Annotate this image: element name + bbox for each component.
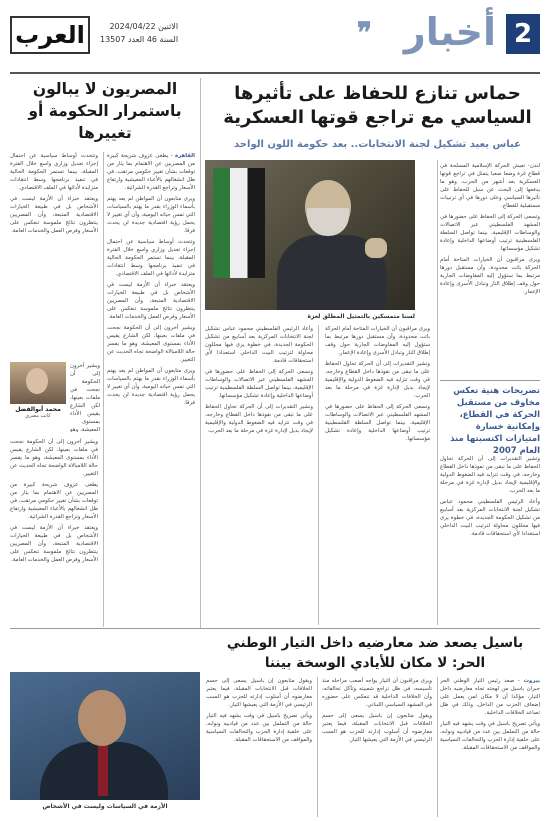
left-story-column [10,152,98,357]
left-story-column [10,438,98,628]
bottom-photo-caption: الأزمة في السياسات وليست في الأشخاص [42,803,168,810]
main-story-paragraph: وتسعى الحركة إلى الحفاظ على حضورها في المشهد الفلسطيني عبر الاتصالات والوساطات الإقليمية، بينما تواصل السلطة الفلسطينية ترتيب أوضاعها الداخلية وإعادة تشكيل مؤسساتها. [205,369,313,399]
main-story-lead-column [440,162,540,380]
author-name: محمد أبوالفضل [15,406,61,413]
bottom-story-paragraph: ويقول متابعون إن باسيل يسعى إلى حسم الخلافات قبل الانتخابات المقبلة، فيما يعتبر معارضوه أن أسلوب إدارته للحزب هو السبب الرئيسي في الأزمة التي يعيشها التيار. [322,713,432,743]
left-story-column [70,362,100,432]
left-story-kicker: القاهرة [174,153,195,159]
left-story-paragraph: وتتحدث أوساط سياسية عن احتمال إجراء تعديل وزاري واسع خلال الفترة المقبلة، بينما تستمر الحكومة الحالية في تنفيذ برنامجها وسط انتقادات متزايدة لأدائها في الملف الاقتصادي. [107,239,195,277]
author-box [10,362,66,432]
left-story-paragraph: ويعتقد خبراء أن الأزمة ليست في الأشخاص بل في طبيعة الخيارات الاقتصادية المتبعة، وأن المصريين ينتظرون نتائج ملموسة تنعكس على الأسعار وفرص العمل والخدمات العامة. [107,282,195,320]
author-role: كاتب مصري [25,413,51,419]
section-title: أخبار [403,10,496,54]
left-story-paragraph: ويعتقد خبراء أن الأزمة ليست في الأشخاص بل في طبيعة الخيارات الاقتصادية المتبعة، وأن المصريين ينتظرون نتائج ملموسة تنعكس على الأسعار وفرص العمل والخدمات العامة. [10,196,98,234]
main-story-column [440,455,540,625]
main-story-paragraph: وتشير التقديرات إلى أن الحركة تحاول الحفاظ على ما تبقى من نفوذها داخل القطاع وخارجه، في وقت تتزايد فيه الضغوط الدولية والإقليمية لإيجاد بديل لإدارة غزة في مرحلة ما بعد الحرب. [325,361,430,399]
bottom-story-paragraph: ويرى مراقبون أن التيار يواجه أصعب مراحله منذ تأسيسه، في ظل تراجع شعبيته وتآكل تحالفاته، وأن الخلافات الداخلية قد تنعكس على حضوره في المشهد السياسي اللبناني. [322,678,432,708]
speaker-figure [277,180,387,310]
left-story-paragraph: القاهرة - يطغى عزوف شريحة كبيرة من المصريين عن الاهتمام بما يثار من توقعات بشأن تغيير حكومي مرتقب، في ظل انشغالهم بالأعباء المعيشية وارتفاع الأسعار وتراجع القدرة الشرائية. [107,153,195,191]
main-story-paragraph: وتسعى الحركة إلى الحفاظ على حضورها في المشهد الفلسطيني عبر الاتصالات والوساطات الإقليمية، بينما تواصل السلطة الفلسطينية ترتيب أوضاعها الداخلية وإعادة تشكيل مؤسساتها. [440,214,540,252]
left-story-column [107,152,195,627]
column-rule [317,677,318,817]
main-story-paragraph: وأعاد الرئيس الفلسطيني محمود عباس تشكيل لجنة الانتخابات المركزية بعد أسابيع من تشكيل الحكومة الجديدة، في خطوة يرى فيها محللون محاولة لترتيب البيت الداخلي استعدادا لأي استحقاقات قادمة. [440,499,540,537]
left-story-paragraph: ويشير آخرون إلى أن الحكومة نجحت في ملفات بعينها، لكن الشارع يقيس الأداء بمستوى المعيشة، وهو [70,363,100,432]
main-story-photo [205,160,415,310]
left-story-paragraph: يطغى عزوف شريحة كبيرة من المصريين عن الاهتمام بما يثار من توقعات بشأن تغيير حكومي مرتقب، في ظل انشغالهم بالأعباء المعيشية وارتفاع الأسعار وتراجع القدرة الشرائية. [10,482,98,520]
main-story-column [325,325,430,625]
author-avatar [10,362,66,404]
column-rule [437,160,438,625]
column-rule [437,677,438,817]
bottom-story-paragraph: ويأتي تصريح باسيل في وقت يشهد فيه التيار حالة من التململ بين عدد من قيادييه ونوابه، على خلفية إدارة الحزب والتحالفات السياسية والمواقف من الاستحقاقات المقبلة. [206,713,312,743]
main-story-paragraph: ويرى مراقبون أن الخيارات المتاحة أمام الحركة باتت محدودة، وأن مستقبل دورها مرتبط بما ستؤول إليه المفاوضات الجارية حول وقف إطلاق النار وتبادل الأسرى وإعادة الإعمار. [325,326,430,356]
main-headline: حماس تنازع للحفاظ على تأثيرها السياسي مع تراجع قوتها العسكرية [223,83,532,128]
main-photo-caption: لسنا متمسكين بالتمثيل المطلق لغزة [307,313,415,320]
main-story-paragraph: وتشير التقديرات إلى أن الحركة تحاول الحفاظ على ما تبقى من نفوذها داخل القطاع وخارجه، في وقت تتزايد فيه الضغوط الدولية والإقليمية لإيجاد بديل لإدارة غزة في مرحلة ما بعد الحرب. [440,456,540,494]
bottom-story-column [206,677,312,817]
main-story-column [205,325,313,625]
left-story-paragraph: ويشير آخرون إلى أن الحكومة نجحت في ملفات بعينها، لكن الشارع يقيس الأداء بمستوى المعيشة، وهو ما يفسر حالة اللامبالاة الواضحة تجاه الحديث عن التغيير. [107,325,195,363]
section-divider [10,628,540,629]
bottom-story-text: صعد رئيس التيار الوطني الحر جبران باسيل من لهجته تجاه معارضيه داخل التيار، مؤكدا أن لا مكان لمن يعمل على إضعاف الحزب من الداخل، وذلك في ظل تصاعد الخلافات الداخلية. [440,678,540,716]
masthead [10,10,540,74]
left-headline: المصريون لا يبالون باستمرار الحكومة أو تغييرها [28,80,182,142]
main-story-paragraph: ويرى مراقبون أن الخيارات المتاحة أمام الحركة باتت محدودة، وأن مستقبل دورها مرتبط بما ستؤول إليه المفاوضات الجارية حول وقف إطلاق النار وتبادل الأسرى وإعادة الإعمار. [440,257,540,295]
date-text: الاثنين 2024/04/22 [109,22,179,31]
left-story-paragraph: ويشير آخرون إلى أن الحكومة نجحت في ملفات بعينها، لكن الشارع يقيس الأداء بمستوى المعيشة، وهو ما يفسر حالة اللامبالاة الواضحة تجاه الحديث عن التغيير. [10,439,98,477]
dateline [100,20,178,46]
bottom-story-kicker: بيروت [523,678,540,684]
flag-shape [213,168,265,278]
left-story-paragraph: ويعتقد خبراء أن الأزمة ليست في الأشخاص بل في طبيعة الخيارات الاقتصادية المتبعة، وأن المصريين ينتظرون نتائج ملموسة تنعكس على الأسعار وفرص العمل والخدمات العامة. [10,525,98,563]
divider [440,380,540,381]
bottom-story-paragraph: بيروت - صعد رئيس التيار الوطني الحر جبران باسيل من لهجته تجاه معارضيه داخل التيار، مؤكدا أن لا مكان لمن يعمل على إضعاف الحزب من الداخل، وذلك في ظل تصاعد الخلافات الداخلية. [440,678,540,716]
quote-icon: ❞ [356,16,372,49]
section-rule [200,78,201,628]
issue-text: السنة 46 العدد 13507 [100,35,179,44]
left-story-paragraph: ويرى متابعون أن المواطن لم يعد يهتم بأسماء الوزراء بقدر ما يهتم بالسياسات التي تمس حياته اليومية، وأن أي تغيير لا يحمل رؤية اقتصادية جديدة لن يحدث فرقا. [107,368,195,406]
bottom-headline: باسيل يصعد ضد معارضيه داخل التيار الوطني الحر: لا مكان للأيادي الوسخة بيننا [226,635,524,671]
left-story-paragraph: وتتحدث أوساط سياسية عن احتمال إجراء تعديل وزاري واسع خلال الفترة المقبلة، بينما تستمر الحكومة الحالية في تنفيذ برنامجها وسط انتقادات متزايدة لأدائها في الملف الاقتصادي. [10,153,98,191]
bottom-story-paragraph: ويأتي تصريح باسيل في وقت يشهد فيه التيار حالة من التململ بين عدد من قيادييه ونوابه، على خلفية إدارة الحزب والتحالفات السياسية والمواقف من الاستحقاقات المقبلة. [440,721,540,751]
bottom-story-column [322,677,432,817]
column-rule [318,325,319,625]
left-story-text: يطغى عزوف شريحة كبيرة من المصريين عن الاهتمام بما يثار من توقعات بشأن تغيير حكومي مرتقب، في ظل انشغالهم بالأعباء المعيشية وارتفاع الأسعار وتراجع القدرة الشرائية. [107,153,195,191]
bottom-story-column [440,677,540,817]
left-story-paragraph: ويرى متابعون أن المواطن لم يعد يهتم بأسماء الوزراء بقدر ما يهتم بالسياسات التي تمس حياته اليومية، وأن أي تغيير لا يحمل رؤية اقتصادية جديدة لن يحدث فرقا. [107,196,195,234]
page-number: 2 [506,14,540,54]
main-story-lead: لندن- تعيش الحركة الإسلامية المسلحة في قطاع غزة وضعا صعبا يتمثل في تراجع قوتها العسكرية بعد أشهر من الحرب، وهو ما يدفعها إلى البحث عن سبل للحفاظ على تأثيرها السياسي وعلى دورها في أي ترتيبات مستقبلية للقطاع. [440,163,540,209]
column-rule [103,152,104,627]
pull-quote: تصريحات هنية تعكس مخاوف من مستقبل الحركة في القطاع، وإمكانية خسارة امتيازات اكتسبتها منذ العام 2007 [450,386,540,456]
newspaper-logo: العرب [10,16,90,54]
main-story-paragraph: وتسعى الحركة إلى الحفاظ على حضورها في المشهد الفلسطيني عبر الاتصالات والوساطات الإقليمية، بينما تواصل السلطة الفلسطينية ترتيب أوضاعها الداخلية وإعادة تشكيل مؤسساتها. [325,404,430,442]
main-story-paragraph: وتشير التقديرات إلى أن الحركة تحاول الحفاظ على ما تبقى من نفوذها داخل القطاع وخارجه، في وقت تتزايد فيه الضغوط الدولية والإقليمية لإيجاد بديل لإدارة غزة في مرحلة ما بعد الحرب. [205,404,313,434]
bottom-photo [10,672,200,800]
bottom-story-paragraph: ويقول متابعون إن باسيل يسعى إلى حسم الخلافات قبل الانتخابات المقبلة، فيما يعتبر معارضوه أن أسلوب إدارته للحزب هو السبب الرئيسي في الأزمة التي يعيشها التيار. [206,678,312,708]
main-subheadline: عباس يعيد تشكيل لجنة الانتخابات.. بعد حكومة اللون الواحد [234,139,521,150]
main-story-paragraph: وأعاد الرئيس الفلسطيني محمود عباس تشكيل لجنة الانتخابات المركزية بعد أسابيع من تشكيل الحكومة الجديدة، في خطوة يرى فيها محللون محاولة لترتيب البيت الداخلي استعدادا لأي استحقاقات قادمة. [205,326,313,364]
